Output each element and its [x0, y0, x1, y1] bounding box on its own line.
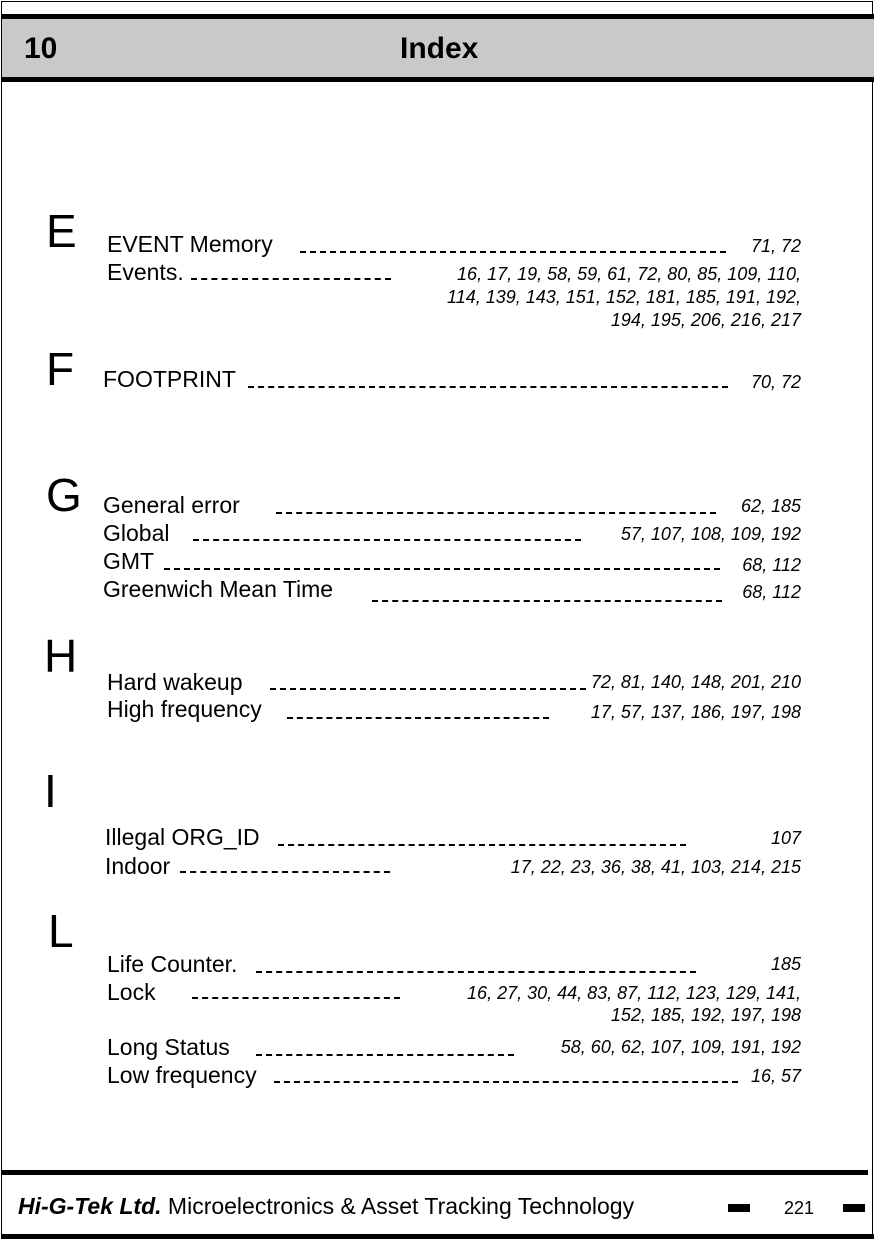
page-header [2, 14, 874, 82]
index-term: Low frequency [107, 1062, 257, 1088]
index-term: Global [103, 520, 170, 546]
index-term: Hard wakeup [107, 669, 243, 695]
footer-text [18, 1195, 634, 1218]
index-pages: 71, 72 [750, 236, 801, 256]
page-number: 221 [784, 1198, 815, 1218]
dot-leader [276, 512, 716, 514]
section-letter-h: H [44, 630, 78, 682]
index-term: Illegal ORG_ID [105, 824, 260, 850]
index-pages: 68, 112 [742, 555, 801, 575]
index-pages: 194, 195, 206, 216, 217 [610, 310, 801, 330]
page-marker-right [843, 1204, 865, 1212]
dot-leader [193, 539, 581, 541]
footer-rule [2, 1170, 868, 1175]
dot-leader [164, 568, 720, 570]
chapter-number: 10 [24, 32, 58, 65]
dot-leader [191, 278, 391, 280]
index-pages: 58, 60, 62, 107, 109, 191, 192 [560, 1037, 801, 1057]
dot-leader [300, 251, 726, 253]
index-pages: 114, 139, 143, 151, 152, 181, 185, 191, 192, [447, 287, 801, 307]
index-pages: 17, 57, 137, 186, 197, 198 [590, 702, 801, 722]
section-letter-g: G [46, 469, 82, 521]
page-title: Index [400, 32, 479, 65]
section-letter-i: I [44, 765, 57, 817]
dot-leader [372, 600, 722, 602]
index-pages: 107 [770, 828, 801, 848]
dot-leader [256, 1054, 514, 1056]
index-pages: 16, 27, 30, 44, 83, 87, 112, 123, 129, 141, [467, 983, 801, 1003]
index-pages: 16, 57 [750, 1066, 801, 1086]
index-term: Greenwich Mean Time [103, 576, 334, 602]
index-term: GMT [103, 548, 155, 574]
section-letter-f: F [46, 343, 75, 395]
index-pages: 62, 185 [740, 496, 801, 516]
dot-leader [278, 844, 686, 846]
index-pages: 16, 17, 19, 58, 59, 61, 72, 80, 85, 109, 110, [457, 264, 801, 284]
index-term: EVENT Memory [107, 231, 273, 257]
footer-bottom-rule [2, 1234, 874, 1239]
index-pages: 57, 107, 108, 109, 192 [620, 524, 801, 544]
index-pages: 68, 112 [742, 582, 801, 602]
company-tagline: Microelectronics & Asset Tracking Technology [167, 1193, 635, 1219]
index-term: High frequency [107, 696, 262, 722]
index-term: FOOTPRINT [103, 366, 236, 392]
section-letter-l: L [48, 905, 74, 957]
index-pages: 152, 185, 192, 197, 198 [610, 1005, 801, 1025]
dot-leader [180, 871, 390, 873]
index-term: General error [103, 492, 240, 518]
index-pages: 72, 81, 140, 148, 201, 210 [590, 672, 801, 692]
index-term: Indoor [105, 853, 171, 879]
dot-leader [287, 717, 549, 719]
index-pages: 185 [770, 954, 801, 974]
index-pages: 17, 22, 23, 36, 38, 41, 103, 214, 215 [510, 857, 801, 877]
dot-leader [270, 688, 586, 690]
section-letter-e: E [46, 205, 77, 257]
dot-leader [256, 971, 696, 973]
index-term: Long Status [107, 1034, 230, 1060]
page-marker-left [728, 1204, 750, 1212]
dot-leader [248, 386, 728, 388]
index-term: Lock [107, 979, 156, 1005]
dot-leader [192, 997, 400, 999]
index-pages: 70, 72 [750, 372, 801, 392]
index-term: Life Counter. [107, 951, 238, 977]
dot-leader [274, 1081, 738, 1083]
index-term: Events. [107, 259, 184, 285]
company-name: Hi-G-Tek Ltd. [18, 1193, 162, 1219]
